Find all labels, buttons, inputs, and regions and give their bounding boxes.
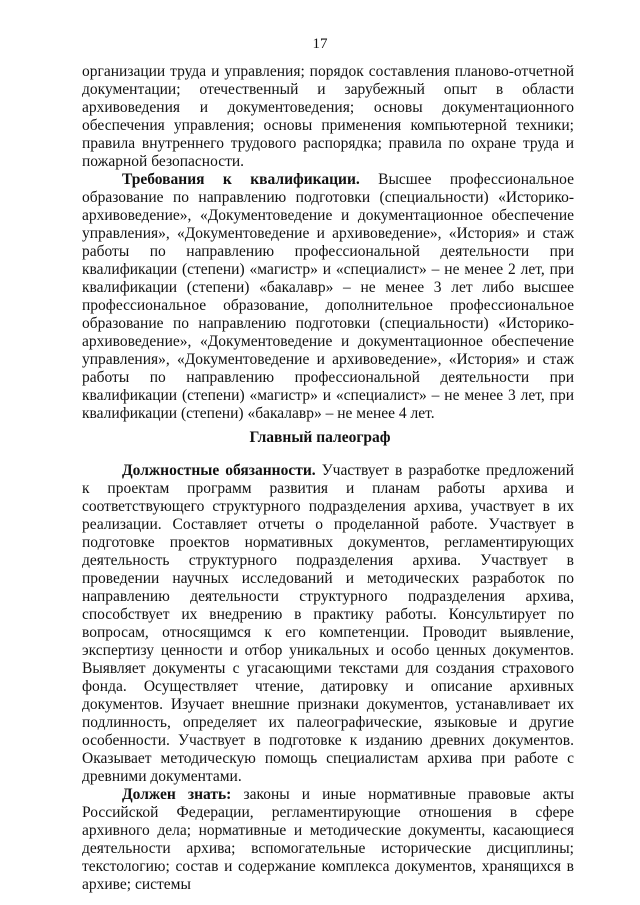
text-block-top	[82, 63, 574, 423]
duties-lead: Должностные обязанности.	[122, 462, 316, 479]
duties-text: Участвует в разработке предложений к проектам программ развития и планам работы архива и соответствующего структурного подразделения архива, участвует в их реализации. Составляет отчеты о проделанной работе. Участвует в подготовке проектов нормативных документов, регламентирующих деятельность структурного подразделения архива. Участвует в проведении научных исследований и методических разработок по направлению деятельности структурного подразделения архива, способствует их внедрению в практику работы. Консультирует по вопросам, относящимся к его компетенции. Проводит выявление, экспертизу ценности и отбор уникальных и особо ценных документов. Выявляет документы с угасающими текстами для создания страхового фонда. Осуществляет чтение, датировку и описание архивных документов. Изучает внешние признаки документов, устанавливает их подлинность, определяет их палеографические, языковые и другие особенности. Участвует в подготовке к изданию древних документов. Оказывает методическую помощь специалистам архива при работе с древними документами.	[82, 462, 574, 785]
paragraph-must-know	[82, 786, 574, 894]
page-number: 17	[312, 36, 328, 52]
must-know-lead: Должен знать:	[122, 786, 232, 803]
text-block-bottom	[82, 462, 574, 894]
qualification-requirements-text: Высшее профессиональное образование по направлению подготовки (специальности) «Историко-архивоведение», «Документоведение и документационное обеспечение управления», «Документоведение и архивоведение», «История» и стаж работы по направлению профессиональной деятельности при квалификации (степени) «магистр» и «специалист» – не менее 2 лет, при квалификации (степени) «бакалавр» – не менее 3 лет либо высшее профессиональное образование, дополнительное профессиональное образование по направлению подготовки (специальности) «Историко-архивоведение», «Документоведение и документационное обеспечение управления», «Документоведение и архивоведение», «История» и стаж работы по направлению профессиональной деятельности при квалификации (степени) «магистр» и «специалист» – не менее 3 лет, при квалификации (степени) «бакалавр» – не менее 4 лет.	[82, 171, 574, 422]
must-know-text: законы и иные нормативные правовые акты Российской Федерации, регламентирующие отношения в сфере архивного дела; нормативные и методические документы, касающиеся деятельности архива; вспомогательные исторические дисциплины; текстологию; состав и содержание комплекса документов, хранящихся в архиве; системы	[82, 786, 574, 893]
paragraph-qualification-requirements	[82, 171, 574, 423]
paragraph-continuation: организации труда и управления; порядок составления планово-отчетной документации; отечественный и зарубежный опыт в области архивоведения и документоведения; основы документационного обеспечения управления; основы применения компьютерной техники; правила внутреннего трудового распорядка; правила по охране труда и пожарной безопасности.	[82, 63, 574, 170]
section-heading: Главный палеограф	[249, 429, 391, 446]
paragraph-duties	[82, 462, 574, 786]
qualification-requirements-lead: Требования к квалификации.	[122, 171, 360, 188]
